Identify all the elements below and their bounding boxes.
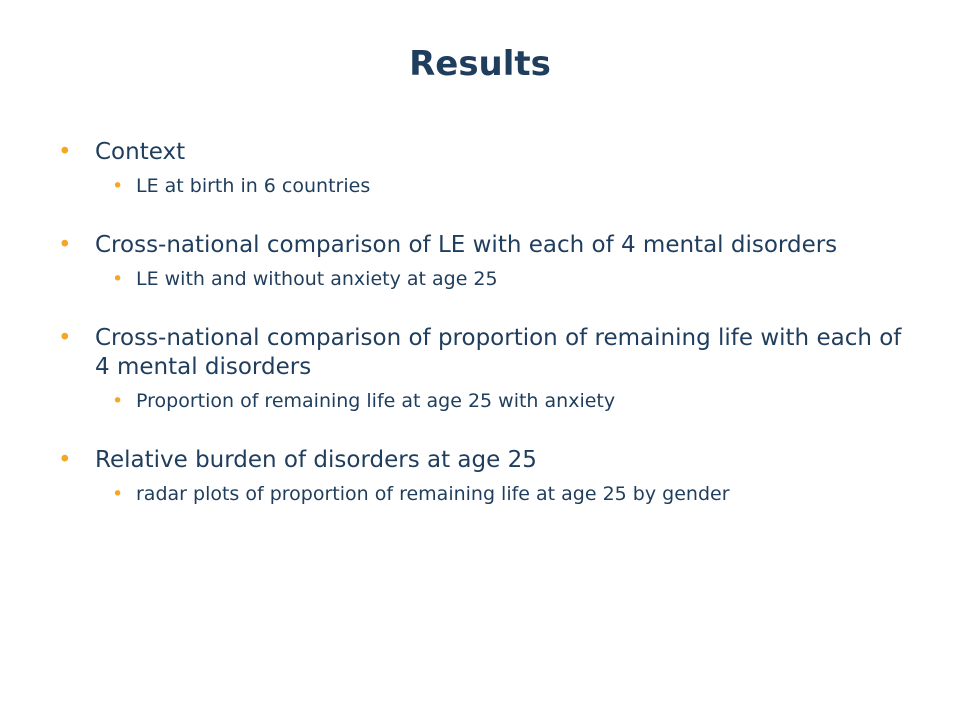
bullet-text: Cross-national comparison of LE with each of 4 mental disorders (95, 232, 838, 258)
sub-bullet-item (112, 481, 918, 507)
bullet-text: Cross-national comparison of proportion of remaining life with each of 4 mental disorders (95, 325, 902, 380)
bullet-icon: • (58, 325, 72, 351)
sub-bullet-icon: • (112, 268, 124, 290)
bullet-item (58, 324, 918, 382)
sub-bullet-text: Proportion of remaining life at age 25 with anxiety (136, 390, 616, 412)
sub-bullet-icon: • (112, 175, 124, 197)
bullet-icon: • (58, 232, 72, 258)
sub-bullet-item (112, 173, 918, 199)
bullet-icon: • (58, 447, 72, 473)
sub-bullet-item (112, 388, 918, 414)
bullet-item (58, 138, 918, 167)
sub-bullet-text: radar plots of proportion of remaining life at age 25 by gender (136, 483, 730, 505)
bullet-item (58, 446, 918, 475)
sub-bullet-text: LE with and without anxiety at age 25 (136, 268, 498, 290)
sub-bullet-text: LE at birth in 6 countries (136, 175, 371, 197)
bullet-group-relative-burden (58, 446, 918, 507)
bullet-item (58, 231, 918, 260)
slide-title: Results (409, 44, 551, 84)
bullet-icon: • (58, 139, 72, 165)
bullet-text: Context (95, 139, 186, 165)
sub-bullet-icon: • (112, 390, 124, 412)
sub-bullet-item (112, 266, 918, 292)
sub-bullet-icon: • (112, 483, 124, 505)
bullet-group-proportion-comparison (58, 324, 918, 414)
bullet-list (58, 138, 918, 539)
bullet-group-context (58, 138, 918, 199)
bullet-text: Relative burden of disorders at age 25 (95, 447, 537, 473)
bullet-group-le-comparison (58, 231, 918, 292)
